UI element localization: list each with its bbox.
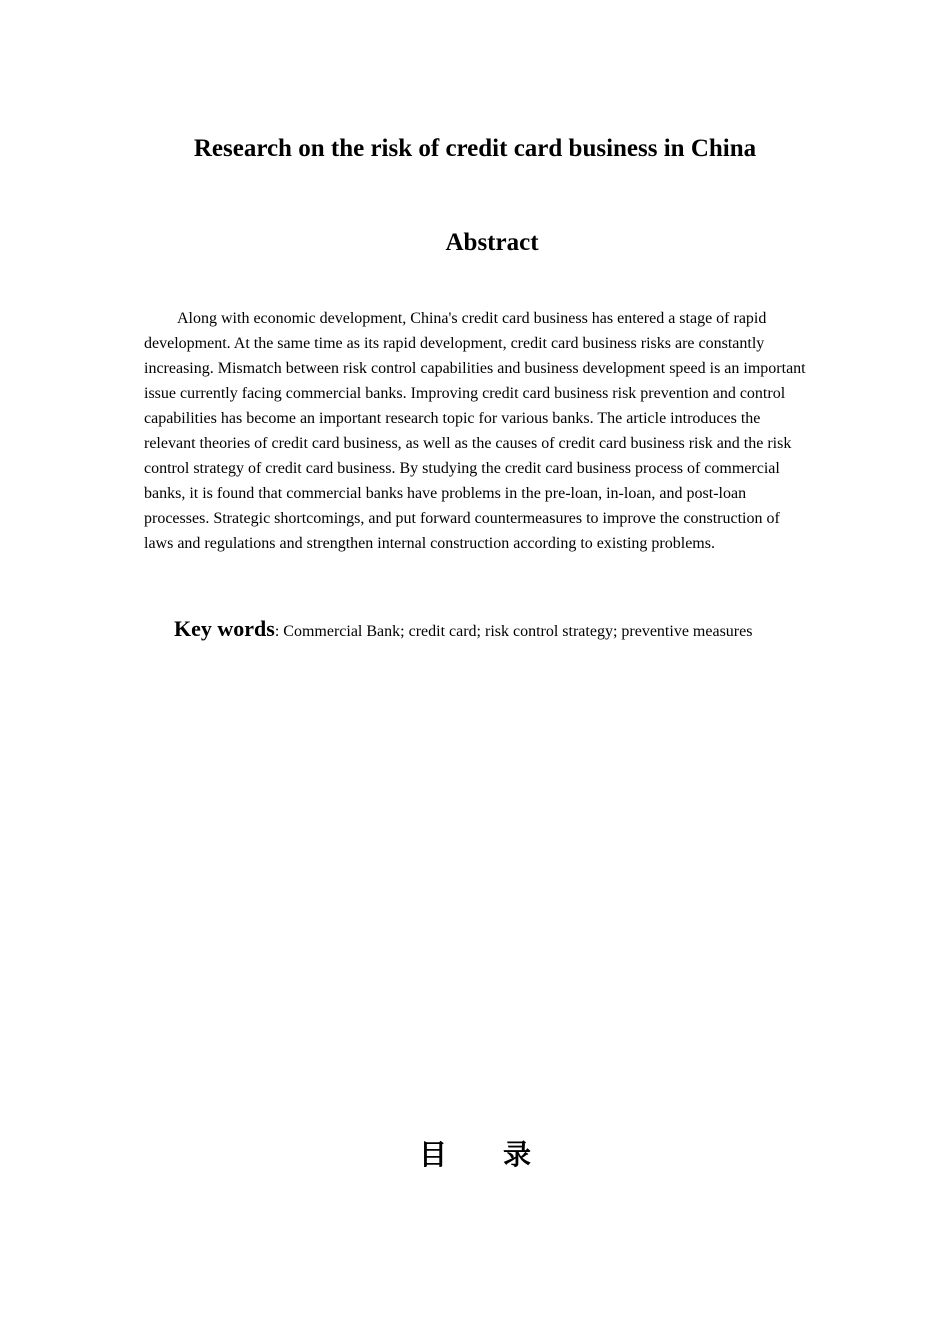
keywords-label: Key words	[174, 616, 275, 641]
table-of-contents-heading: 目 录	[418, 1138, 531, 1171]
abstract-paragraph: Along with economic development, China's credit card business has entered a stage of rapid development. At the same time as its rapid development, credit card business risks are constantly increasing. Mismatch between risk control capabilities and business development speed is an important issue currently facing commercial banks. Improving credit card business risk prevention and control capabilities has become an important research topic for various banks. The article introduces the relevant theories of credit card business, as well as the causes of credit card business risk and the risk control strategy of credit card business. By studying the credit card business process of commercial banks, it is found that commercial banks have problems in the pre-loan, in-loan, and post-loan processes. Strategic shortcomings, and put forward countermeasures to improve the construction of laws and regulations and strengthen internal construction according to existing problems.	[144, 310, 806, 552]
keywords-line	[174, 616, 874, 642]
keywords-list: Commercial Bank; credit card; risk control strategy; preventive measures	[283, 623, 753, 640]
keywords-separator: :	[274, 623, 280, 640]
document-title: Research on the risk of credit card business in China	[193, 135, 757, 162]
abstract-heading: Abstract	[445, 229, 539, 256]
